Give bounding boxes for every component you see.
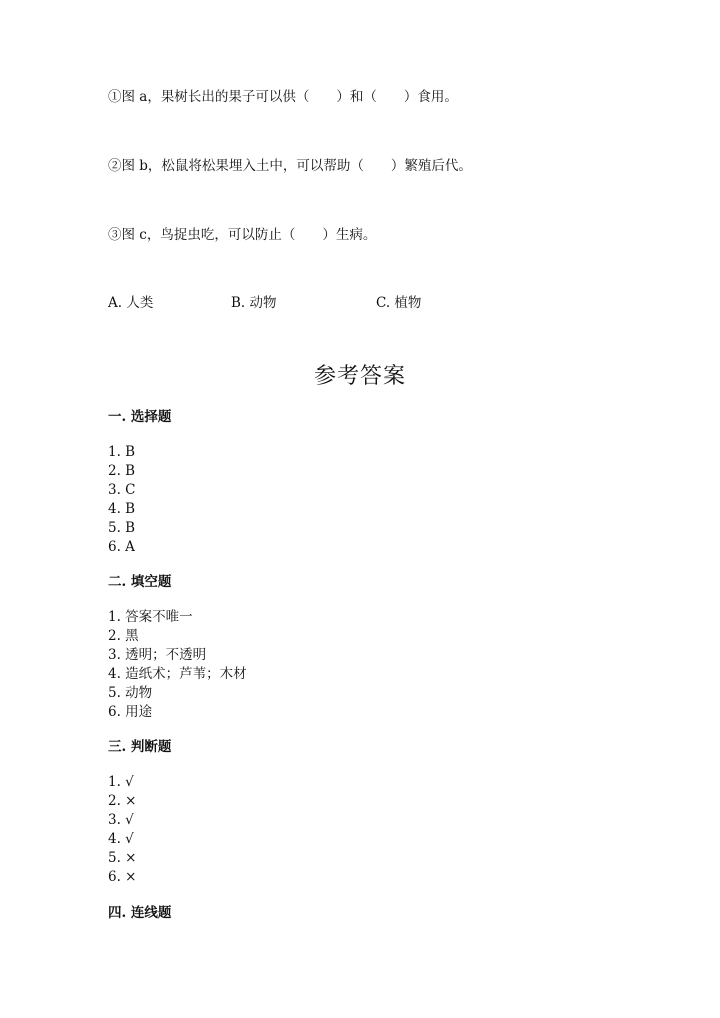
answer-item: 1. 答案不唯一: [108, 609, 193, 625]
answer-list-fill: [108, 608, 247, 721]
section-title-fill: 二. 填空题: [108, 574, 172, 590]
option-b: B. 动物: [231, 295, 277, 311]
answer-item: 4. 造纸术；芦苇；木材: [108, 665, 247, 682]
answer-item: 3. C: [108, 481, 136, 498]
answer-item: 5. 动物: [108, 684, 153, 701]
answer-list-judge: [108, 773, 136, 886]
answer-item: 4. √: [108, 830, 134, 847]
answer-item: 2. B: [108, 462, 136, 479]
section-title-choice: 一. 选择题: [108, 409, 172, 425]
question-1: ①图 a，果树长出的果子可以供（ ）和（ ）食用。: [108, 89, 458, 105]
answer-item: 4. B: [108, 500, 136, 517]
answer-title: 参考答案: [313, 364, 406, 389]
question-2: ②图 b，松鼠将松果埋入土中，可以帮助（ ）繁殖后代。: [108, 158, 472, 174]
answer-item: 5. B: [108, 519, 136, 536]
section-title-match: 四. 连线题: [108, 905, 172, 921]
answer-list-choice: [108, 443, 136, 556]
answer-item: 6. ×: [108, 868, 137, 885]
answer-item: 5. ×: [108, 849, 137, 866]
option-c: C. 植物: [376, 295, 422, 311]
answer-item: 6. 用途: [108, 703, 153, 720]
answer-item: 2. ×: [108, 792, 137, 809]
option-a: A. 人类: [108, 295, 154, 311]
answer-item: 2. 黑: [108, 627, 139, 644]
answer-item: 1. B: [108, 444, 136, 460]
question-3: ③图 c，鸟捉虫吃，可以防止（ ）生病。: [108, 227, 377, 243]
answer-item: 3. √: [108, 811, 134, 828]
answer-item: 6. A: [108, 538, 135, 555]
answer-item: 1. √: [108, 774, 134, 790]
section-title-judge: 三. 判断题: [108, 739, 172, 755]
answer-item: 3. 透明；不透明: [108, 646, 207, 663]
